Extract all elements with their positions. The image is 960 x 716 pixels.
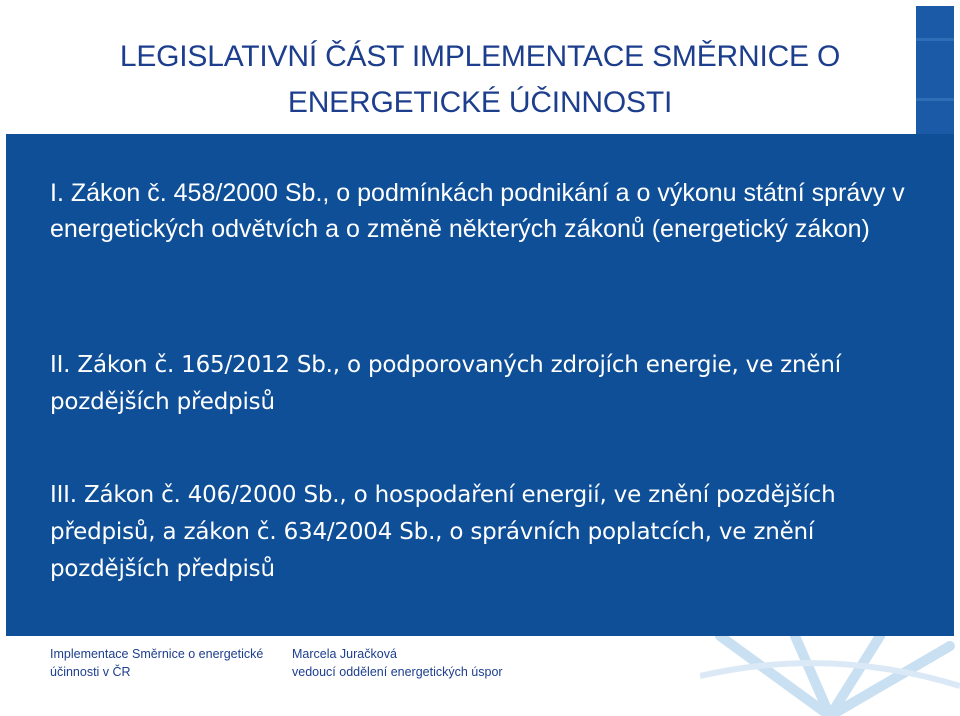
footer-left-line-1: Implementace Směrnice o energetické	[50, 647, 264, 661]
law-item-3-law: III. Zákon č. 406/2000 Sb.	[50, 482, 340, 508]
title-band	[6, 6, 954, 134]
footer-author-role: vedoucí oddělení energetických úspor	[292, 665, 503, 679]
slide-title-line-2: ENERGETICKÉ ÚČINNOSTI	[287, 86, 673, 119]
footer-right	[292, 645, 503, 705]
footer-left	[50, 645, 263, 705]
law-item-2-law: II. Zákon č. 165/2012 Sb.	[50, 352, 333, 378]
law-item-1-text: , o podmínkách podnikání a o výkonu státní správy v energetických odvětvích a o změně některých zákonů (energetický zákon)	[50, 179, 905, 243]
decorative-ray-graphic	[700, 636, 960, 716]
law-item-3-text: , o hospodaření energií, ve znění pozdějších předpisů, a zákon č. 634/2004 Sb., o správních poplatcích, ve znění pozdějších předpisů	[50, 482, 836, 582]
law-item-2-text: , o podporovaných zdrojích energie, ve znění pozdějších předpisů	[50, 352, 841, 415]
slide-title-line-1: LEGISLATIVNÍ ČÁST IMPLEMENTACE SMĚRNICE O	[119, 40, 841, 73]
title-accent-bar	[916, 6, 954, 134]
law-item-1-law: I. Zákon č. 458/2000 Sb.	[50, 179, 323, 207]
law-item-2	[50, 347, 930, 421]
law-item-3	[50, 477, 930, 588]
footer-author-name: Marcela Juračková	[292, 647, 397, 661]
law-item-1	[50, 175, 930, 247]
footer-left-line-2: účinnosti v ČR	[50, 665, 131, 679]
